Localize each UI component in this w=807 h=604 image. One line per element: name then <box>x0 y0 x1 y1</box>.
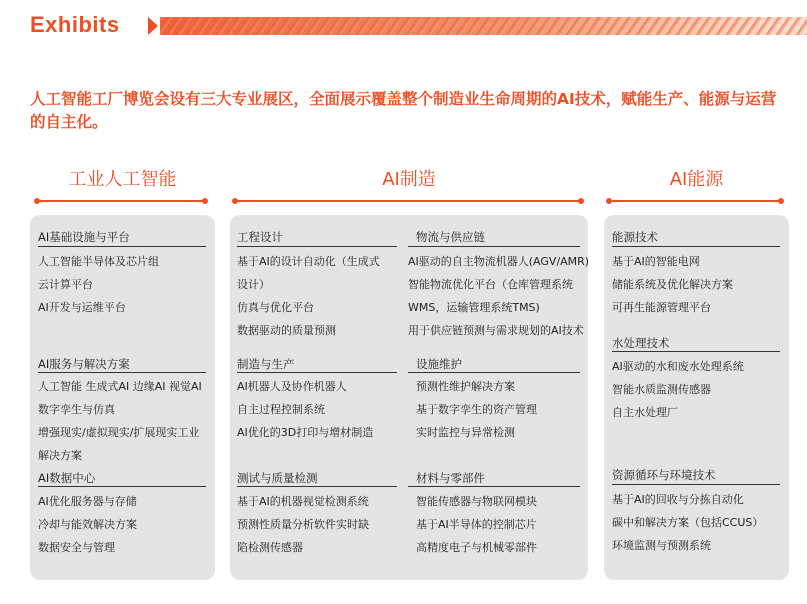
list-item: 实时监控与异常检测 <box>416 426 515 439</box>
list-item: 人工智能半导体及芯片组 <box>38 255 159 268</box>
zone-underline-dot <box>778 198 784 204</box>
category-heading: AI基础设施与平台 <box>38 230 130 244</box>
list-item: 自主水处理厂 <box>612 406 678 419</box>
category-heading: 能源技术 <box>612 230 658 244</box>
list-item: 数据安全与管理 <box>38 541 115 554</box>
list-item: 预测性维护解决方案 <box>416 380 515 393</box>
list-item: 基于AI的回收与分拣自动化 <box>612 493 744 506</box>
list-item: AI开发与运维平台 <box>38 301 126 314</box>
category-heading: 水处理技术 <box>612 336 670 350</box>
category-heading: 制造与生产 <box>237 357 295 371</box>
list-item: AI优化的3D打印与增材制造 <box>237 426 374 439</box>
category-heading: 设施维护 <box>416 357 462 371</box>
zone-underline-dot <box>34 198 40 204</box>
list-item: 设计） <box>237 278 270 291</box>
zone-underline-dot <box>202 198 208 204</box>
intro-text: 人工智能工厂博览会设有三大专业展区，全面展示覆盖整个制造业生命周期的AI技术，赋能生产、能源与运营的自主化。 <box>30 90 777 131</box>
list-item: 智能物流优化平台（仓库管理系统 <box>408 278 573 291</box>
list-item: 碳中和解决方案（包括CCUS） <box>612 516 764 529</box>
zone-title-industrial-ai: 工业人工智能 <box>68 169 177 190</box>
list-item: 用于供应链预测与需求规划的AI技术 <box>408 324 584 337</box>
category-underline <box>237 486 397 487</box>
decorative-stripes <box>148 17 807 35</box>
list-item: 数据驱动的质量预测 <box>237 324 336 337</box>
category-underline <box>612 246 780 247</box>
zone-underline-ai-energy <box>612 200 780 202</box>
category-underline <box>408 246 580 247</box>
category-underline <box>38 372 206 373</box>
list-item: 可再生能源管理平台 <box>612 301 711 314</box>
list-item: 解决方案 <box>38 449 82 462</box>
category-underline <box>408 372 580 373</box>
list-item: 环境监测与预测系统 <box>612 539 711 552</box>
category-underline <box>612 351 780 352</box>
list-item: 基于数字孪生的资产管理 <box>416 403 537 416</box>
list-item: 陷检测传感器 <box>237 541 303 554</box>
category-underline <box>237 372 397 373</box>
zone-underline-industrial-ai <box>40 200 204 202</box>
category-heading: 资源循环与环境技术 <box>612 468 716 482</box>
category-heading: AI数据中心 <box>38 471 96 485</box>
list-item: 基于AI的智能电网 <box>612 255 700 268</box>
category-heading: 测试与质量检测 <box>237 471 318 485</box>
list-item: 云计算平台 <box>38 278 93 291</box>
list-item: 基于AI的设计自动化（生成式 <box>237 255 380 268</box>
list-item: 仿真与优化平台 <box>237 301 314 314</box>
zone-underline-dot <box>232 198 238 204</box>
list-item: 智能传感器与物联网模块 <box>416 495 537 508</box>
list-item: 自主过程控制系统 <box>237 403 325 416</box>
category-underline <box>38 246 206 247</box>
category-underline <box>612 484 780 485</box>
list-item: 增强现实/虚拟现实/扩展现实工业 <box>38 426 200 439</box>
category-underline <box>237 246 397 247</box>
list-item: 预测性质量分析软件实时缺 <box>237 518 369 531</box>
list-item: 人工智能 生成式AI 边缘AI 视觉AI <box>38 380 202 393</box>
list-item: 高精度电子与机械零部件 <box>416 541 537 554</box>
zone-underline-dot <box>606 198 612 204</box>
zone-underline-ai-manufacturing <box>238 200 580 202</box>
category-heading: 物流与供应链 <box>416 230 485 244</box>
zone-underline-dot <box>578 198 584 204</box>
list-item: 智能水质监测传感器 <box>612 383 711 396</box>
list-item: AI优化服务器与存储 <box>38 495 137 508</box>
list-item: 储能系统及优化解决方案 <box>612 278 733 291</box>
zone-title-ai-energy: AI能源 <box>669 169 724 190</box>
list-item: AI机器人及协作机器人 <box>237 380 347 393</box>
list-item: AI驱动的自主物流机器人(AGV/AMR) <box>408 255 590 268</box>
category-heading: AI服务与解决方案 <box>38 357 130 371</box>
list-item: AI驱动的水和废水处理系统 <box>612 360 744 373</box>
list-item: 基于AI半导体的控制芯片 <box>416 518 537 531</box>
zone-title-ai-manufacturing: AI制造 <box>382 169 436 190</box>
list-item: 基于AI的机器视觉检测系统 <box>237 495 369 508</box>
category-heading: 工程设计 <box>237 230 283 244</box>
category-underline <box>38 486 206 487</box>
list-item: 冷却与能效解决方案 <box>38 518 137 531</box>
category-heading: 材料与零部件 <box>416 471 485 485</box>
category-underline <box>408 486 580 487</box>
list-item: 数字孪生与仿真 <box>38 403 115 416</box>
page-title: Exhibits <box>30 12 120 37</box>
list-item: WMS，运输管理系统TMS) <box>408 301 540 314</box>
